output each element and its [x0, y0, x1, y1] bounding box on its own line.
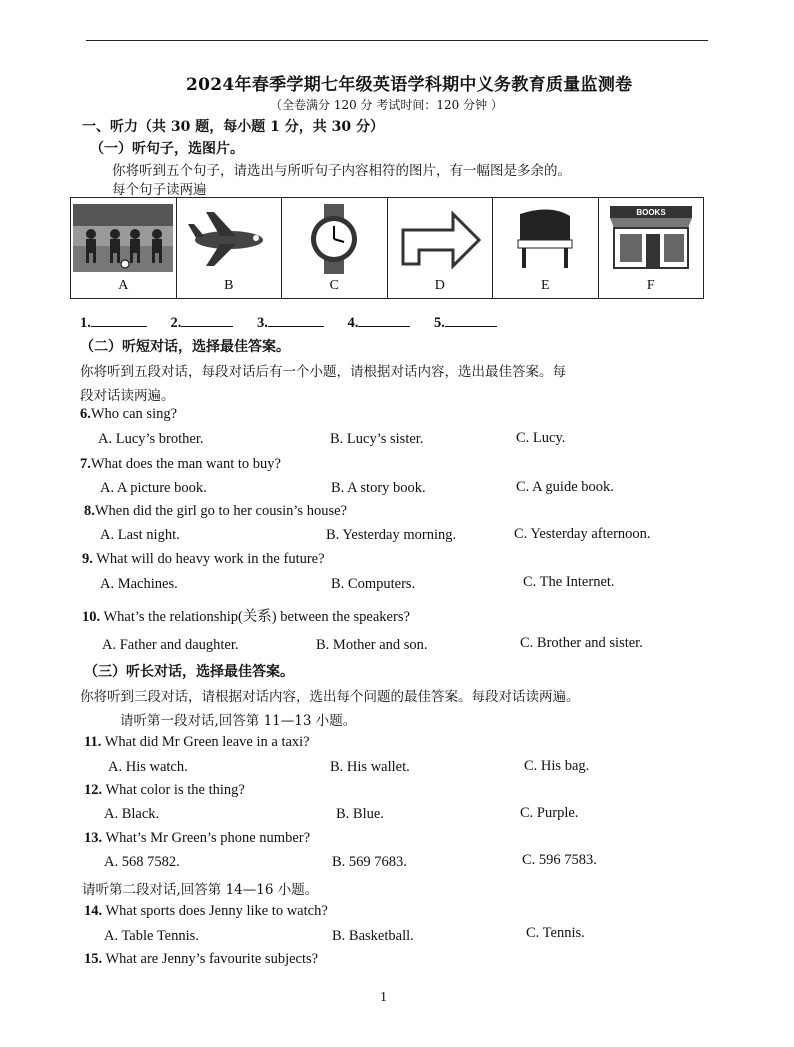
top-rule — [86, 40, 708, 41]
picture-grid — [70, 197, 704, 299]
option-c[interactable]: C. A guide book. — [516, 479, 614, 495]
picture-d — [388, 198, 494, 298]
watch-icon — [304, 204, 364, 274]
option-b[interactable]: B. Blue. — [336, 806, 384, 822]
blank-number: 4. — [347, 315, 359, 331]
section3-instruction: 你将听到三段对话，请根据对话内容，选出每个问题的最佳答案。每段对话读两遍。 — [80, 689, 580, 705]
picture-label: C — [329, 278, 339, 293]
option-b[interactable]: B. 569 7683. — [332, 854, 407, 870]
option-c[interactable]: C. Brother and sister. — [520, 635, 643, 651]
option-a[interactable]: A. Machines. — [100, 576, 178, 592]
question-14: 14. What sports does Jenny like to watch? — [84, 903, 328, 919]
option-b[interactable]: B. A story book. — [331, 480, 426, 496]
picture-a — [71, 198, 177, 298]
question-7: 7.What does the man want to buy? — [80, 456, 281, 472]
listening-heading: 一、听力（共 30 题，每小题 1 分，共 30 分） — [82, 119, 384, 135]
picture-e — [493, 198, 599, 298]
blank-number: 5. — [434, 315, 445, 331]
airplane-icon — [184, 204, 274, 272]
answer-blank[interactable] — [181, 312, 233, 327]
option-b[interactable]: B. Yesterday morning. — [326, 527, 457, 543]
question-15: 15. What are Jenny’s favourite subjects? — [84, 951, 319, 967]
question-12: 12. What color is the thing? — [84, 782, 245, 798]
picture-label: F — [646, 278, 655, 293]
option-a[interactable]: A. Black. — [104, 806, 160, 822]
section3-heading: （三）听长对话，选择最佳答案。 — [84, 664, 294, 680]
option-a[interactable]: A. Lucy’s brother. — [98, 431, 204, 447]
question-11: 11. What did Mr Green leave in a taxi? — [84, 734, 310, 750]
question-13: 13. What’s Mr Green’s phone number? — [84, 830, 311, 846]
option-c[interactable]: C. Purple. — [520, 805, 579, 821]
answer-blanks — [80, 312, 517, 332]
picture-c — [282, 198, 388, 298]
option-b[interactable]: B. Computers. — [331, 576, 416, 592]
picture-f — [599, 198, 704, 298]
picture-label: D — [434, 278, 445, 293]
option-b[interactable]: B. Basketball. — [332, 928, 414, 944]
exam-subtitle: （全卷满分 120 分 考试时间：120 分钟 ） — [270, 98, 503, 112]
question-6: 6.Who can sing? — [80, 406, 178, 422]
option-b[interactable]: B. His wallet. — [330, 759, 410, 775]
picture-b — [177, 198, 283, 298]
question-10: 10. What’s the relationship(关系) between the speakers? — [82, 609, 410, 625]
section3-sub-instruction-2: 请听第二段对话,回答第 14—16 小题。 — [82, 882, 319, 898]
option-c[interactable]: C. Lucy. — [516, 430, 566, 446]
question-8: 8.When did the girl go to her cousin’s house? — [84, 503, 347, 519]
option-a[interactable]: A. Table Tennis. — [104, 928, 199, 944]
option-a[interactable]: A. His watch. — [108, 759, 188, 775]
option-a[interactable]: A. 568 7582. — [104, 854, 180, 870]
option-a[interactable]: A. Last night. — [100, 527, 180, 543]
section2-heading: （二）听短对话，选择最佳答案。 — [80, 339, 290, 355]
option-b[interactable]: B. Mother and son. — [316, 637, 428, 653]
option-c[interactable]: C. 596 7583. — [522, 852, 597, 868]
answer-blank[interactable] — [358, 312, 410, 327]
option-c[interactable]: C. The Internet. — [523, 574, 615, 590]
section1-heading: （一）听句子，选图片。 — [90, 141, 244, 157]
exam-title: 2024年春季学期七年级英语学科期中义务教育质量监测卷 — [186, 75, 633, 95]
kids-playing-football-icon — [73, 204, 173, 272]
section2-instruction-2: 段对话读两遍。 — [80, 388, 175, 404]
option-c[interactable]: C. His bag. — [524, 758, 590, 774]
section3-sub-instruction-1: 请听第一段对话,回答第 11—13 小题。 — [120, 713, 357, 729]
option-a[interactable]: A. Father and daughter. — [102, 637, 239, 653]
blank-number: 3. — [257, 315, 268, 331]
picture-label: A — [118, 278, 129, 293]
section2-instruction: 你将听到五段对话，每段对话后有一个小题，请根据对话内容，选出最佳答案。每 — [80, 364, 566, 380]
blank-number: 2. — [170, 315, 182, 331]
bookstore-icon — [606, 204, 696, 272]
question-9: 9. What will do heavy work in the future? — [82, 551, 325, 567]
bookstore-sign: BOOKS — [636, 208, 666, 217]
option-a[interactable]: A. A picture book. — [100, 480, 207, 496]
blank-number: 1. — [80, 315, 91, 331]
option-c[interactable]: C. Yesterday afternoon. — [514, 526, 651, 542]
answer-blank[interactable] — [268, 312, 324, 327]
page-number: 1 — [380, 990, 387, 1005]
turn-right-arrow-icon — [395, 204, 485, 270]
option-c[interactable]: C. Tennis. — [526, 925, 585, 941]
answer-blank[interactable] — [91, 312, 147, 327]
picture-label: B — [224, 278, 234, 293]
picture-label: E — [540, 278, 550, 293]
section1-instruction: 你将听到五个句子，请选出与所听句子内容相符的图片，有一幅图是多余的。 — [112, 163, 571, 179]
piano-icon — [510, 204, 580, 272]
answer-blank[interactable] — [445, 312, 497, 327]
section1-instruction-2: 每个句子读两遍 — [112, 182, 207, 198]
option-b[interactable]: B. Lucy’s sister. — [330, 431, 424, 447]
